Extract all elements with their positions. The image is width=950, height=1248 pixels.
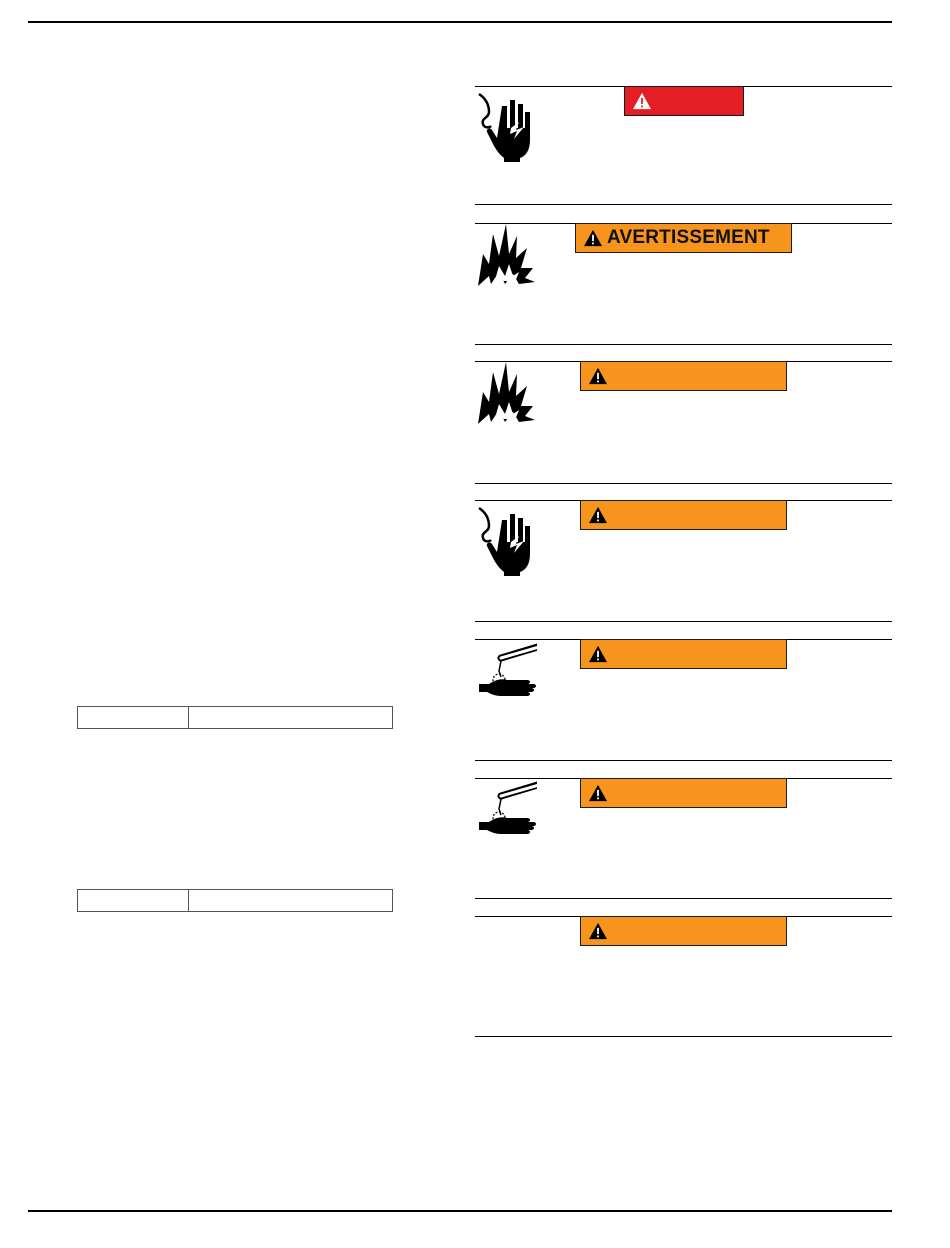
- explosion-icon: [475, 358, 537, 430]
- electrical-shock-hand-icon: [475, 504, 537, 576]
- corrosive-acid-hand-icon: [475, 636, 537, 708]
- bottom-rule: [28, 1210, 892, 1212]
- alert-triangle-icon: [583, 229, 603, 247]
- alert-triangle-icon: [588, 506, 608, 524]
- block-bottom-rule: [475, 621, 892, 622]
- warning-banner: [575, 223, 792, 253]
- alert-triangle-icon: [588, 367, 608, 385]
- danger-banner: [624, 86, 744, 116]
- warning-banner: [580, 778, 787, 808]
- table-cell: [78, 707, 189, 729]
- corrosive-acid-hand-icon: [475, 774, 537, 846]
- alert-triangle-icon: [588, 922, 608, 940]
- explosion-icon: [475, 220, 537, 292]
- block-bottom-rule: [475, 483, 892, 484]
- alert-triangle-icon: [588, 784, 608, 802]
- block-bottom-rule: [475, 1036, 892, 1037]
- warning-banner: [580, 916, 787, 946]
- table-cell: [78, 890, 189, 912]
- block-bottom-rule: [475, 898, 892, 899]
- table-cell: [189, 890, 393, 912]
- warning-banner: [580, 361, 787, 391]
- top-rule: [28, 21, 892, 23]
- table-cell: [189, 707, 393, 729]
- block-bottom-rule: [475, 344, 892, 345]
- spec-table-2: [77, 889, 393, 912]
- table-row: [78, 707, 393, 729]
- block-bottom-rule: [475, 204, 892, 205]
- warning-banner: [580, 639, 787, 669]
- table-row: [78, 890, 393, 912]
- block-bottom-rule: [475, 760, 892, 761]
- warning-banner: [580, 500, 787, 530]
- alert-triangle-icon: [632, 92, 652, 110]
- electrical-shock-hand-icon: [475, 90, 537, 162]
- spec-table-1: [77, 706, 393, 729]
- alert-triangle-icon: [588, 645, 608, 663]
- banner-label: AVERTISSEMENT: [607, 227, 770, 248]
